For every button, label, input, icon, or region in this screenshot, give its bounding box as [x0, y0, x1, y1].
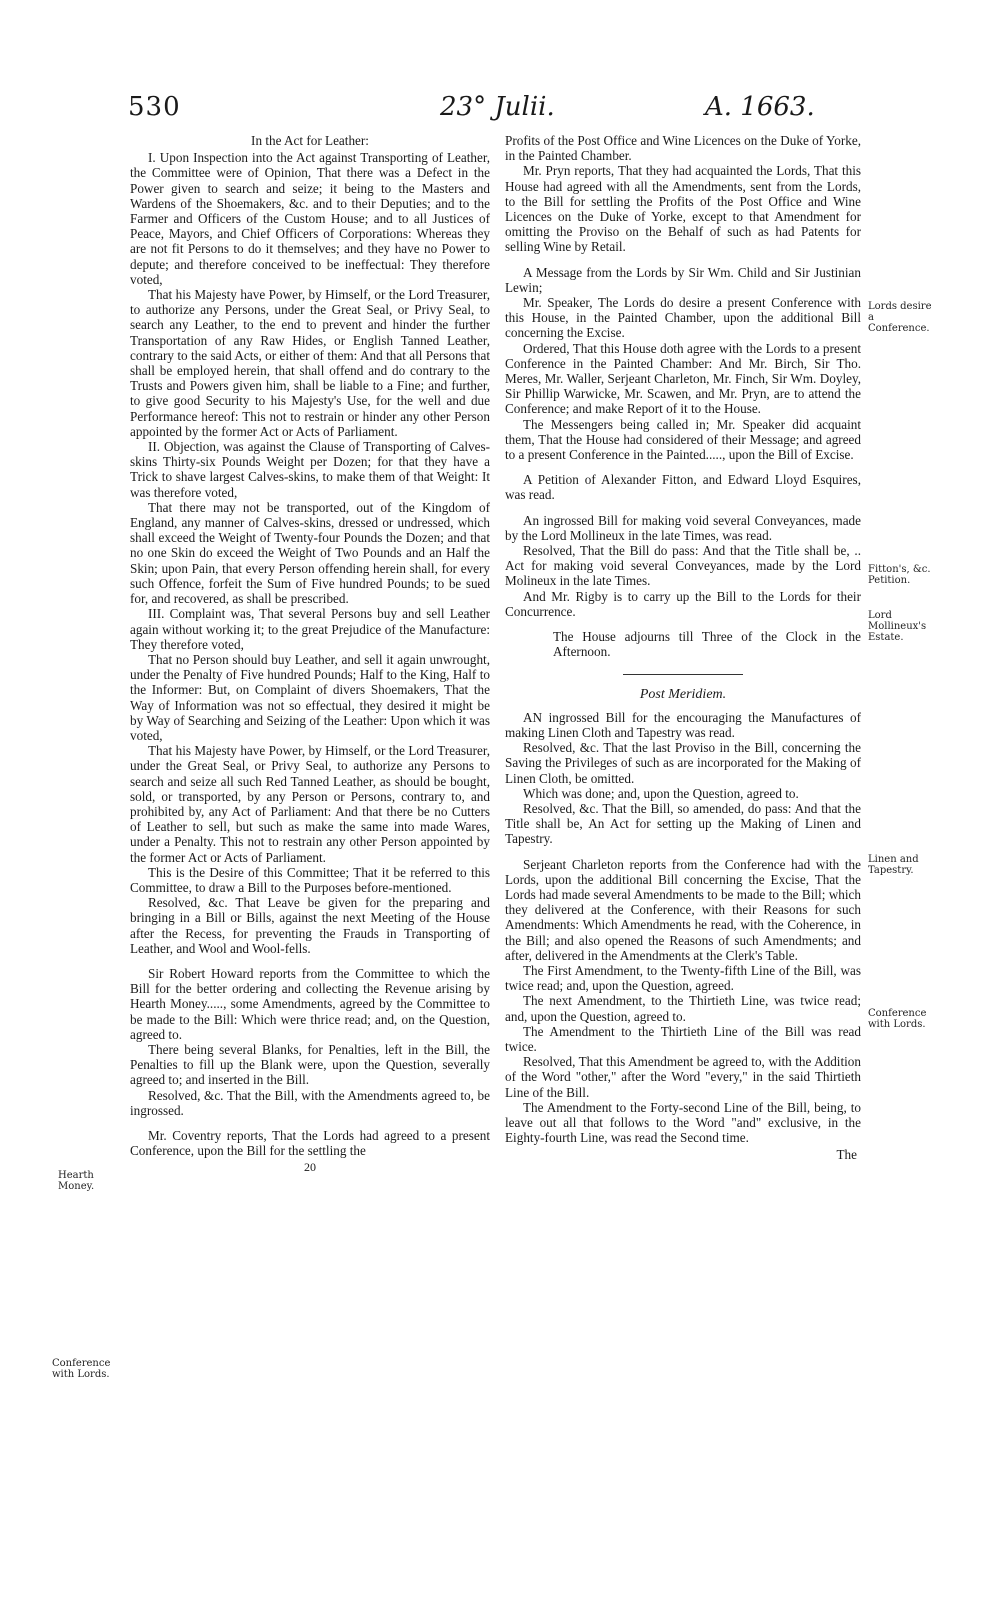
paragraph: The Messengers being called in; Mr. Speaker did acquaint them, That the House had considered of their Message; and agreed to a present Conference in the Painted....., upon the Bill of Excise. — [505, 416, 861, 463]
paragraph: Resolved, &c. That Leave be given for the preparing and bringing in a Bill or Bills, against the next Meeting of the House after the Recess, for preventing the Frauds in Transporting of Leather, and Wool and Wool-fells. — [130, 895, 490, 956]
paragraph: A Message from the Lords by Sir Wm. Child and Sir Justinian Lewin; — [505, 264, 861, 295]
paragraph: Which was done; and, upon the Question, agreed to. — [523, 785, 799, 801]
paragraph: Profits of the Post Office and Wine Licences on the Duke of Yorke, in the Painted Chamber. — [505, 133, 861, 164]
paragraph: II. Objection, was against the Clause of Transporting of Calves-skins Thirty-six Pounds Weight per Dozen; for that they have a Trick to shave largest Calves-skins, to make them of that Weight: It was therefore voted, — [130, 439, 490, 500]
paragraph: Resolved, &c. That the Bill, so amended, do pass: And that the Title shall be, An Act for setting up the Making of Linen and Tapestry. — [505, 800, 861, 847]
paragraph: There being several Blanks, for Penalties, left in the Bill, the Penalties to fill up the Blank were, upon the Question, severally agreed to; and inserted in the Bill. — [130, 1041, 490, 1088]
paragraph: The First Amendment, to the Twenty-fifth Line of the Bill, was twice read; and, upon the Question, agreed. — [505, 962, 861, 994]
catchword: The — [836, 1147, 857, 1163]
paragraph: Resolved, That the Bill do pass: And that the Title shall be, .. Act for making void several Conveyances, made by the Lord Molineux in the late Times. — [505, 543, 861, 589]
adjournment-note: The House adjourns till Three of the Clock in the Afternoon. — [553, 629, 861, 660]
margin-note-conference-with-lords: Conference with Lords. — [52, 1358, 111, 1380]
page-date: 23° Julii. — [440, 92, 555, 122]
paragraph: An ingrossed Bill for making void several Conveyances, made by the Lord Mollineux in the late Times, was read. — [505, 512, 861, 543]
paragraph: That there may not be transported, out of the Kingdom of England, any manner of Calves-skins, dressed or undressed, which shall exceed the Weight of Twenty-four Pounds the Dozen; and that no one Skin do exceed the Weight of Two Pounds and an Half the Skin; upon Pain, that every Person offending herein shall, for every such Offence, forfeit the Sum of Five hundred Pounds; to be sued for, and recovered, as shall be prescribed. — [130, 499, 490, 607]
page-number: 530 — [128, 92, 181, 122]
paragraph: Serjeant Charleton reports from the Conference had with the Lords, upon the additional Bill concerning the Excise, That the Lords had made several Amendments to be made to the Bill; which they delivered at the Conference, with their Reasons for such Amendments: Which Amendments he read, with the Coherence, in the Bill; and also opened the Reasons of such Amendments; and after, delivered in the Amendments at the Clerk's Table. — [505, 856, 861, 963]
paragraph: The Amendment to the Thirtieth Line of the Bill was read twice. — [505, 1023, 861, 1054]
paragraph: Mr. Speaker, The Lords do desire a present Conference with this House, in the Painted Chamber, upon the additional Bill concerning the Excise. — [505, 295, 861, 341]
right-column — [505, 133, 861, 1163]
margin-note-lords-desire-conference: Lords desire a Conference. — [868, 301, 932, 334]
post-meridiem-heading: Post Meridiem. — [639, 686, 727, 702]
paragraph: That his Majesty have Power, by Himself, or the Lord Treasurer, to authorize any Persons, under the Great Seal, or Privy Seal, to search any Leather, to the end to prevent and hinder the further Transportation of any Raw Hides, or English Tanned Leather, contrary to the said Acts, or either of them: And that all Persons that shall be employed herein, that shall offend and do contrary to the Trusts and Powers given him, shall be liable to a Fine; and further, to give good Security to his Majesty's Use, for the well and due Performance hereof: This not to restrain or hinder any other Person appointed by the former Act or Acts of Parliament. — [130, 287, 490, 439]
paragraph: The next Amendment, to the Thirtieth Line, was twice read; and, upon the Question, agreed to. — [505, 993, 861, 1024]
paragraph: Resolved, That this Amendment be agreed to, with the Addition of the Word "other," after the Word "every," in the said Thirtieth Line of the Bill. — [505, 1054, 861, 1100]
signature-mark: 20 — [304, 1160, 316, 1175]
paragraph: Mr. Pryn reports, That they had acquainted the Lords, That this House had agreed with all the Amendments, sent from the Lords, to the Bill for settling the Profits of the Post Office and Wine Licences on the Duke of Yorke, except to that Amendment for omitting the Proviso on the Behalf of such as had Patents for selling Wine by Retail. — [505, 163, 861, 255]
section-divider — [623, 674, 743, 675]
paragraph: And Mr. Rigby is to carry up the Bill to the Lords for their Concurrence. — [505, 588, 861, 619]
paragraph: That his Majesty have Power, by Himself, or the Lord Treasurer, under the Great Seal, or Privy Seal, to authorize any Persons to search and seize all such Red Tanned Leather, as should be bought, sold, or transported, by any Person or Persons, contrary to, and prohibited by, any Act of Parliament: And that there be no Cutters of Leather to sell, but such as make the same into made Wares, under a Penalty. This not to restrain any other Person appointed by the former Act or Acts of Parliament. — [130, 743, 490, 865]
margin-note-hearth-money: Hearth Money. — [58, 1170, 95, 1192]
margin-note-linen-tapestry: Linen and Tapestry. — [868, 854, 919, 876]
paragraph: Mr. Coventry reports, That the Lords had agreed to a present Conference, upon the Bill for the settling the — [130, 1128, 490, 1159]
paragraph: Ordered, That this House doth agree with the Lords to a present Conference in the Painted Chamber: And Mr. Birch, Sir Tho. Meres, Mr. Waller, Serjeant Charleton, Mr. Finch, Sir Wm. Doyley, Sir Phillip Warwicke, Mr. Scawen, and Mr. Pryn, are to attend the Conference; and make Report of it to the House. — [505, 340, 861, 417]
margin-note-conference-with-lords: Conference with Lords. — [868, 1008, 927, 1030]
paragraph: I. Upon Inspection into the Act against Transporting of Leather, the Committee were of Opinion, That there was a Defect in the Power given to search and seize; it being to the Masters and Wardens of the Shoemakers, &c. and to their Deputies; and to the Farmer and Officers of the Custom House; and to all Justices of Peace, Mayors, and Chief Officers of Corporations: Whereas they are not fit Persons to do it themselves; and they have no Power to depute; and therefore conceived to be ineffectual: They therefore voted, — [130, 150, 490, 287]
paragraph: AN ingrossed Bill for the encouraging the Manufactures of making Linen Cloth and Tapestry was read. — [505, 709, 861, 740]
paragraph: Sir Robert Howard reports from the Committee to which the Bill for the better ordering and collecting the Revenue arising by Hearth Money....., some Amendments, agreed by the Committee to be made to the Bill: Which were thrice read; and, on the Question, agreed to. — [130, 965, 490, 1042]
paragraph: III. Complaint was, That several Persons buy and sell Leather again without working it; to the great Prejudice of the Manufacture: They therefore voted, — [130, 606, 490, 652]
paragraph: Resolved, &c. That the last Proviso in the Bill, concerning the Saving the Privileges of such as are incorporated for the Making of Linen Cloth, be omitted. — [505, 740, 861, 786]
section-heading: In the Act for Leather: — [251, 133, 369, 148]
margin-note-lord-mollineux-estate: Lord Mollineux's Estate. — [868, 610, 927, 643]
paragraph: Resolved, &c. That the Bill, with the Amendments agreed to, be ingrossed. — [130, 1087, 490, 1118]
page-year: A. 1663. — [705, 92, 815, 122]
left-column — [130, 133, 490, 1176]
paragraph: That no Person should buy Leather, and sell it again unwrought, under the Penalty of Five hundred Pounds; Half to the King, Half to the Informer: But, on Complaint of divers Shoemakers, That the Way of Information was not so effectual, they desired it might be by Way of Searching and Seizing of the Leather: Upon which it was voted, — [130, 651, 490, 743]
paragraph: This is the Desire of this Committee; That it be referred to this Committee, to draw a Bill to the Purposes before-mentioned. — [130, 864, 490, 895]
paragraph: A Petition of Alexander Fitton, and Edward Lloyd Esquires, was read. — [505, 472, 861, 503]
margin-note-fitton-petition: Fitton's, &c. Petition. — [868, 564, 931, 586]
paragraph: The Amendment to the Forty-second Line of the Bill, being, to leave out all that follows to the Word "and" exclusive, in the Eighty-fourth Line, was read the Second time. — [505, 1099, 861, 1146]
